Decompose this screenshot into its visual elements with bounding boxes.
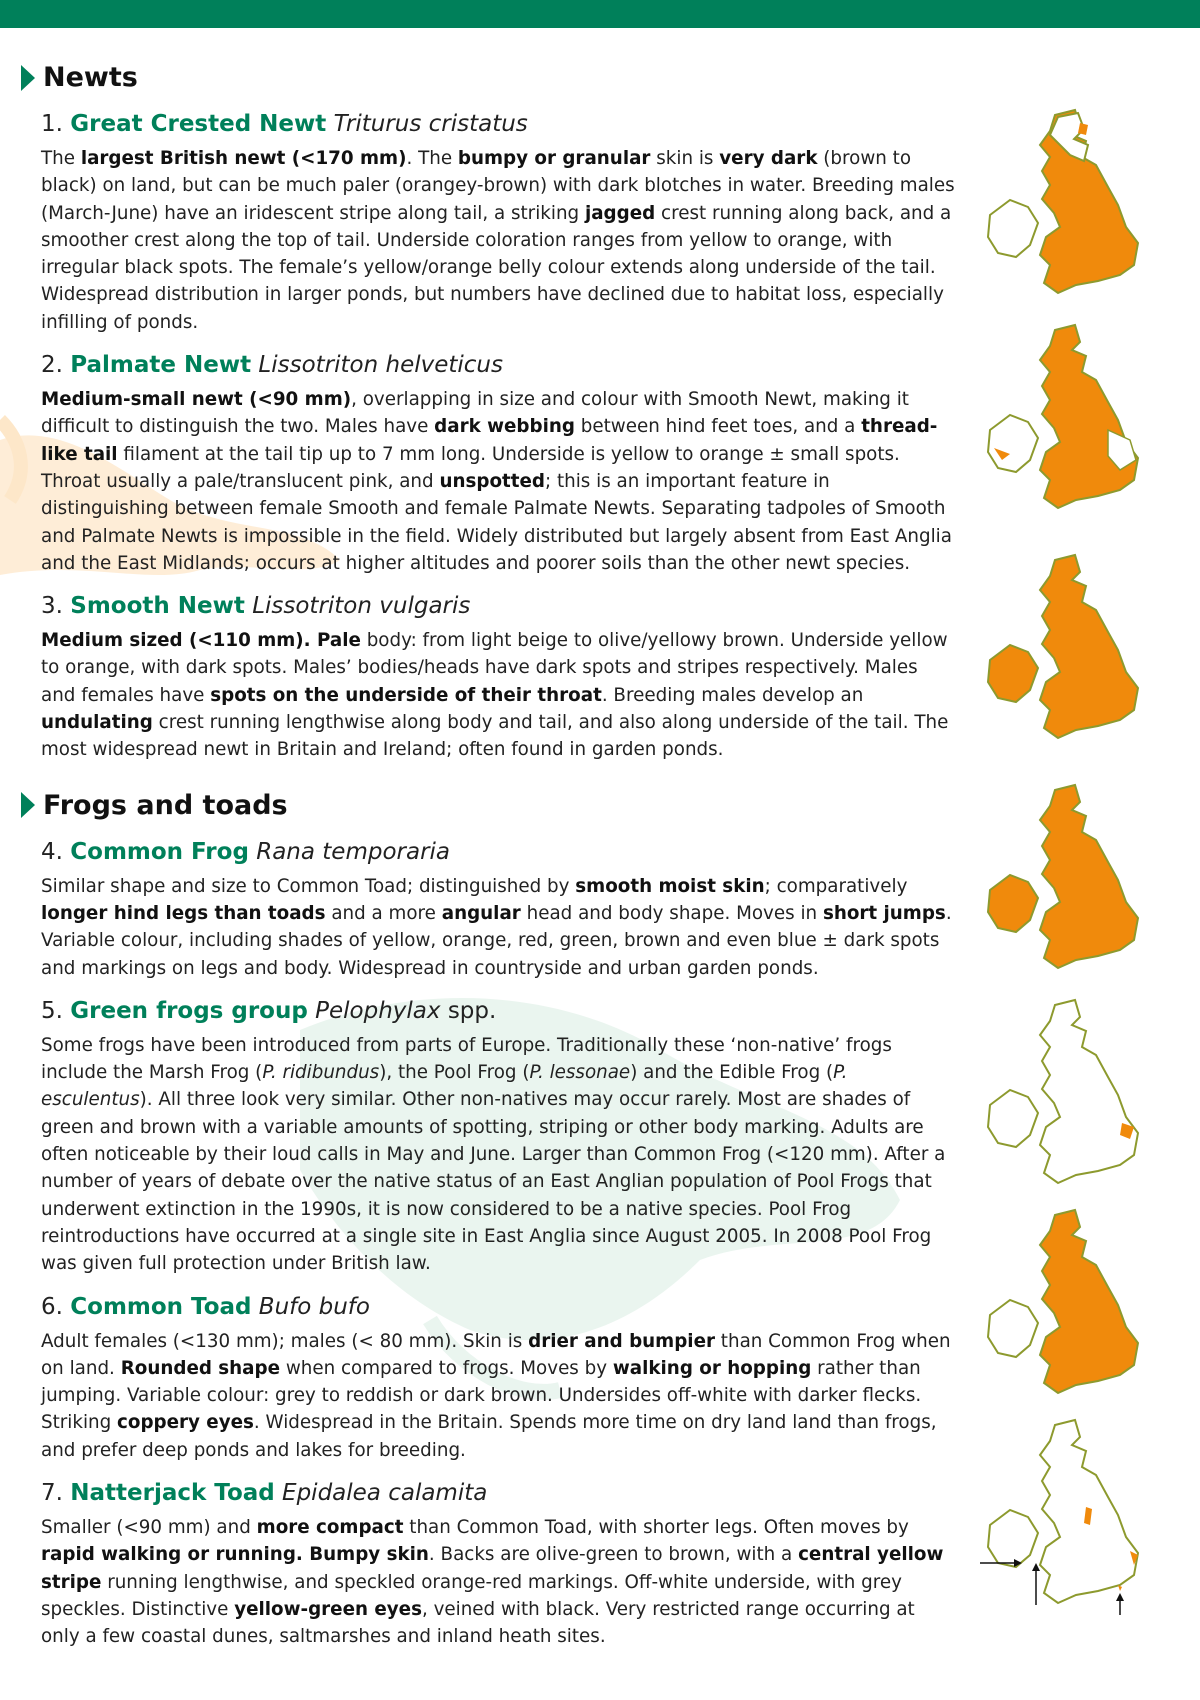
bold-text: short jumps <box>822 902 946 924</box>
uk-map-icon <box>980 780 1160 980</box>
triangle-bullet-icon <box>21 65 35 91</box>
text-run: rather than jumping. Variable colour: grey to reddish or dark brown. Undersides off-white with darker flecks. Striking <box>41 1357 922 1434</box>
text-run: skin is <box>650 148 720 169</box>
bold-text: undulating <box>41 712 153 734</box>
uk-map-icon <box>980 1205 1160 1405</box>
bold-text: smooth moist skin <box>575 875 765 897</box>
uk-map-icon <box>980 320 1160 520</box>
bold-text: unspotted <box>439 470 545 492</box>
section-heading <box>21 62 956 93</box>
species-number: 1. <box>41 111 63 137</box>
italic-text: P. lessonae <box>529 1062 631 1084</box>
species-description <box>41 1328 956 1464</box>
species-number: 3. <box>41 593 63 620</box>
species-name-suffix: spp. <box>440 997 497 1024</box>
distribution-map <box>980 995 1160 1195</box>
bold-text: coppery eyes <box>117 1412 254 1434</box>
species-title <box>41 591 956 621</box>
italic-text: P. esculentus <box>41 1062 848 1111</box>
bold-text: Medium sized (<110 mm). Pale <box>41 630 361 652</box>
text-run: The <box>41 148 81 169</box>
distribution-map <box>980 1415 1160 1615</box>
bold-text: spots on the underside of their throat <box>210 684 602 706</box>
uk-map-icon <box>980 105 1160 305</box>
species-entry <box>41 109 956 336</box>
text-run: , overlapping in size and colour with Smooth Newt, making it difficult to distinguish the two. Males have <box>41 389 909 438</box>
text-run: between hind feet toes, and a <box>574 416 862 438</box>
italic-text: P. ridibundus <box>262 1062 380 1084</box>
text-run: . Widespread in the Britain. Spends more time on dry land land than frogs, and prefer deep ponds and lakes for breeding. <box>41 1412 937 1461</box>
species-title <box>41 109 956 139</box>
species-entry <box>41 1478 956 1650</box>
species-common-name: Common Toad <box>70 1293 252 1320</box>
bold-text: drier and bumpier <box>528 1330 715 1352</box>
text-run: . The <box>406 148 458 169</box>
text-run: crest running along back, and a smoother crest along the top of tail. Underside coloration ranges from yellow to orange, with irregular black spots. The female’s yellow/orange belly colour extends along underside of the tail. Widespread distribution in larger ponds, but numbers have declined due to habitat loss, especially infilling of ponds. <box>41 202 952 333</box>
species-common-name: Palmate Newt <box>70 352 252 379</box>
text-run: . Breeding males develop an <box>601 684 864 706</box>
distribution-map <box>980 1205 1160 1405</box>
text-run: than Common Toad, with shorter legs. Often moves by <box>403 1516 909 1538</box>
species-description <box>41 873 956 982</box>
species-latin-name: Epidalea calamita <box>282 1479 488 1506</box>
text-run: (brown to black) on land, but can be much paler (orangey-brown) with dark blotches in water. Breeding males (March-June) have an iridescent stripe along tail, a striking <box>41 148 955 224</box>
species-latin-name: Lissotriton helveticus <box>258 352 503 379</box>
species-title <box>41 1478 956 1508</box>
text-run: body: from light beige to olive/yellowy brown. Underside yellow to orange, with dark spots. Males’ bodies/heads have dark spots and stripes respectively. Males and females have <box>41 630 948 706</box>
bold-text: walking or hopping <box>612 1357 812 1379</box>
species-entry <box>41 1292 956 1464</box>
bold-text: very dark <box>719 148 818 169</box>
text-run: Smaller (<90 mm) and <box>41 1516 257 1538</box>
section-heading-text: Frogs and toads <box>43 789 288 821</box>
species-description <box>41 145 956 336</box>
text-run: Some frogs have been introduced from parts of Europe. Traditionally these ‘non-native’ frogs include the Marsh Frog ( <box>41 1034 892 1084</box>
bold-text: thread-like tail <box>41 416 938 465</box>
text-run: . Variable colour, including shades of yellow, orange, red, green, brown and even blue ± dark spots and markings on legs and body. Widespread in countryside and urban garden ponds. <box>41 902 952 979</box>
bold-text: angular <box>441 902 521 924</box>
species-common-name: Great Crested Newt <box>70 111 327 137</box>
bold-text: largest British newt (<170 mm) <box>80 148 407 169</box>
species-latin-name: Rana temporaria <box>256 838 451 865</box>
distribution-map <box>980 320 1160 520</box>
species-title <box>41 837 956 867</box>
section-newts <box>41 62 956 764</box>
species-entry <box>41 837 956 982</box>
bold-text: more compact <box>256 1516 404 1538</box>
species-number: 5. <box>41 997 63 1024</box>
species-entry <box>41 996 956 1278</box>
species-latin-name: Triturus cristatus <box>333 111 528 137</box>
text-run: ), the Pool Frog ( <box>379 1062 530 1084</box>
species-description <box>41 386 956 577</box>
text-run: ; this is an important feature in distinguishing between female Smooth and female Palmate Newts. Separating tadpoles of Smooth and Palmate Newts is impossible in the field. Widely distributed but largely absent from East Anglia and the East Midlands; occurs at higher altitudes and poorer soils than the other newt species. <box>41 470 952 574</box>
bold-text: bumpy or granular <box>457 148 651 169</box>
section-frogs-and-toads <box>41 790 956 1651</box>
text-run: crest running lengthwise along body and tail, and also along underside of the tail. The most widespread newt in Britain and Ireland; often found in garden ponds. <box>41 712 949 761</box>
main-content <box>41 62 956 1664</box>
species-latin-name: Pelophylax <box>315 997 441 1024</box>
bold-text: longer hind legs than toads <box>41 902 326 924</box>
species-entry <box>41 591 956 763</box>
bold-text: Medium-small newt (<90 mm) <box>41 389 352 411</box>
triangle-bullet-icon <box>21 792 35 818</box>
species-latin-name: Lissotriton vulgaris <box>252 593 471 620</box>
text-run: . Backs are olive-green to brown, with a <box>428 1544 799 1566</box>
text-run: filament at the tail tip up to 7 mm long. Underside is yellow to orange ± small spots. Throat usually a pale/translucent pink, and <box>41 443 900 492</box>
species-number: 4. <box>41 838 63 865</box>
bold-text: dark webbing <box>434 416 575 438</box>
species-common-name: Smooth Newt <box>70 593 245 620</box>
text-run: when compared to frogs. Moves by <box>280 1357 613 1379</box>
text-run: Similar shape and size to Common Toad; distinguished by <box>41 875 576 897</box>
bold-text: rapid walking or running. Bumpy skin <box>41 1544 429 1566</box>
bold-text: central yellow stripe <box>41 1544 944 1593</box>
species-description <box>41 627 956 763</box>
text-run: ) and the Edible Frog ( <box>630 1062 834 1084</box>
species-common-name: Natterjack Toad <box>70 1479 275 1506</box>
uk-map-icon <box>980 1415 1160 1615</box>
species-description <box>41 1514 956 1650</box>
uk-map-icon <box>980 550 1160 750</box>
text-run: ; comparatively <box>764 875 908 897</box>
species-number: 6. <box>41 1293 63 1320</box>
text-run: , veined with black. Very restricted range occurring at only a few coastal dunes, saltmarshes and inland heath sites. <box>41 1598 915 1648</box>
species-description <box>41 1032 956 1278</box>
species-common-name: Green frogs group <box>70 997 308 1024</box>
species-latin-name: Bufo bufo <box>258 1293 370 1320</box>
text-run: ). All three look very similar. Other non-natives may occur rarely. Most are shades of green and brown with a variable amounts of spotting, striping or other body marking. Adults are often noticeable by their loud calls in May and June. Larger than Common Frog (<120 mm). After a number of years of debate over the native status of an East Anglian population of Pool Frogs that underwent extinction in the 1990s, it is now considered to be a native species. Pool Frog reintroductions have occurred at a single site in East Anglia since August 2005. In 2008 Pool Frog was given full protection under British law. <box>41 1089 946 1275</box>
uk-map-icon <box>980 995 1160 1195</box>
species-entry <box>41 350 956 577</box>
text-run: Adult females (<130 mm); males (< 80 mm). Skin is <box>41 1330 529 1352</box>
species-title <box>41 350 956 380</box>
text-run: running lengthwise, and speckled orange-red markings. Off-white underside, with grey speckles. Distinctive <box>41 1571 902 1620</box>
species-common-name: Common Frog <box>70 838 249 865</box>
bold-text: jagged <box>584 202 656 224</box>
distribution-map <box>980 550 1160 750</box>
bold-text: Rounded shape <box>120 1357 281 1379</box>
text-run: and a more <box>325 902 442 924</box>
distribution-map <box>980 780 1160 980</box>
species-number: 2. <box>41 352 63 379</box>
distribution-map <box>980 105 1160 305</box>
species-title <box>41 1292 956 1322</box>
text-run: head and body shape. Moves in <box>520 902 823 924</box>
text-run: than Common Frog when on land. <box>41 1330 951 1379</box>
species-number: 7. <box>41 1479 63 1506</box>
section-heading <box>21 790 956 821</box>
species-title <box>41 996 956 1026</box>
bold-text: yellow-green eyes <box>234 1598 422 1620</box>
section-heading-text: Newts <box>43 62 138 93</box>
